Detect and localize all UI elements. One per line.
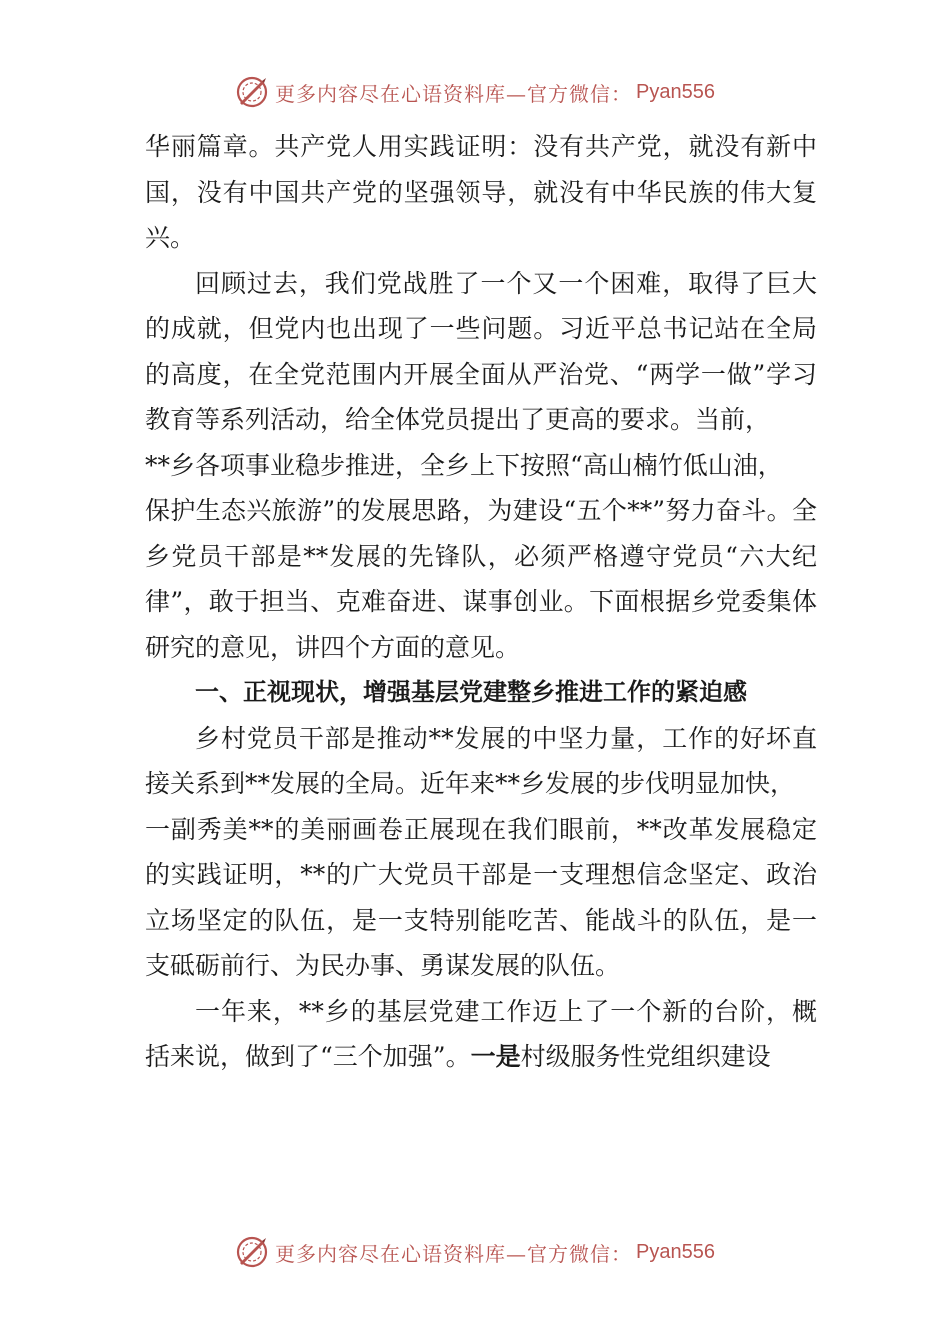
paragraph: 华丽篇章。共产党人用实践证明：没有共产党，就没有新中国，没有中国共产党的坚强领导，就没有中华民族的伟大复兴。 xyxy=(145,132,817,252)
banner-account: Pyan556 xyxy=(636,80,715,103)
paragraph: **乡各项事业稳步推进，全乡上下按照“高山楠竹低山油， xyxy=(145,450,783,480)
banner-text: 更多内容尽在心语资料库—官方微信： xyxy=(275,1241,633,1266)
banner-account: Pyan556 xyxy=(636,1240,715,1263)
bold-lead: 一是 xyxy=(470,1042,521,1071)
paragraph: 保护生态兴旅游”的发展思路，为建设“五个**”努力奋斗。全乡党员干部是**发展的先锋队，必须严格遵守党员“六大纪律”，敢于担当、克难奋进、谋事创业。下面根据乡党委集体研究的意见，讲四个方面的意见。 xyxy=(145,496,817,662)
paragraph xyxy=(145,989,817,1080)
paragraph: 一副秀美**的美丽画卷正展现在我们眼前，**改革发展稳定的实践证明，**的广大党员干部是一支理想信念坚定、政治立场坚定的队伍，是一支特别能吃苦、能战斗的队伍，是一支砥砺前行、为民办事、勇谋发展的队伍。 xyxy=(145,814,817,980)
document-body xyxy=(145,124,817,1080)
pen-circle-logo-icon xyxy=(235,1235,269,1269)
section-heading: 一、正视现状，增强基层党建整乡推进工作的紧迫感 xyxy=(195,678,747,706)
paragraph-text: 一年来，**乡的基层党建工作迈上了一个新的台阶，概括来说，做到了“三个加强”。 xyxy=(145,996,817,1071)
paragraph: 回顾过去，我们党战胜了一个又一个困难，取得了巨大的成就，但党内也出现了一些问题。习近平总书记站在全局的高度，在全党范围内开展全面从严治党、“两学一做”学习教育等系列活动，给全体党员提出了更高的要求。当前， xyxy=(145,268,817,434)
paragraph-text: 村级服务性党组织建设 xyxy=(520,1042,771,1071)
header-banner xyxy=(0,72,950,112)
footer-banner xyxy=(0,1232,950,1272)
pen-circle-logo-icon xyxy=(235,75,269,109)
paragraph: 乡村党员干部是推动**发展的中坚力量，工作的好坏直接关系到**发展的全局。近年来**乡发展的步伐明显加快， xyxy=(145,723,817,798)
banner-text: 更多内容尽在心语资料库—官方微信： xyxy=(275,81,633,106)
